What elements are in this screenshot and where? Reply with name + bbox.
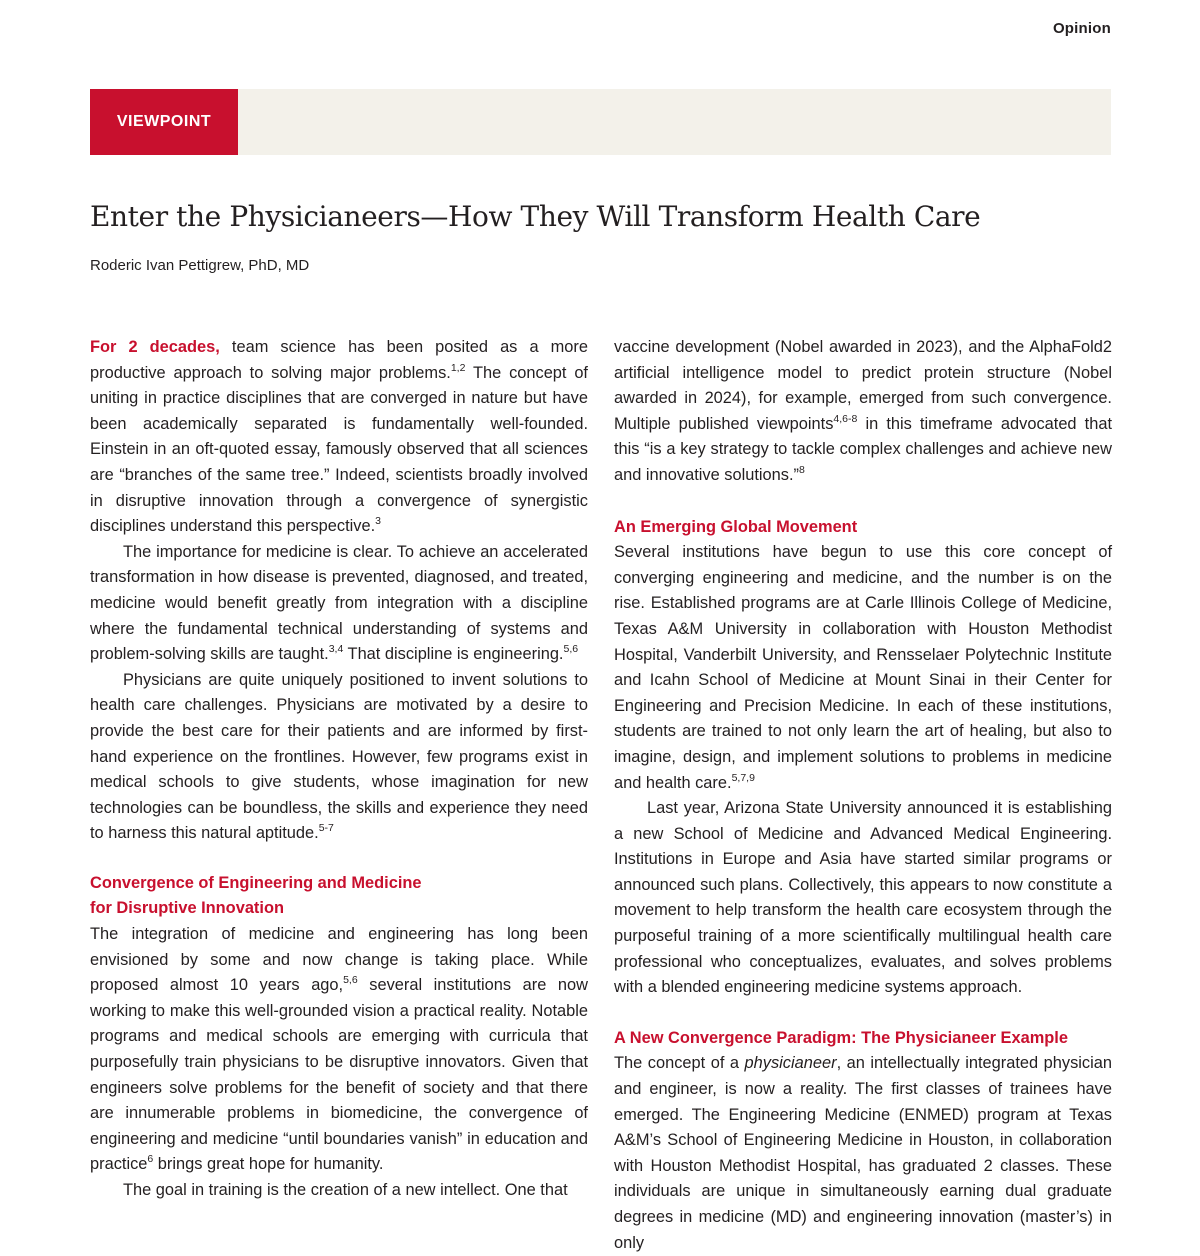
reference: 5,6	[343, 974, 358, 987]
paragraph: Several institutions have begun to use this core concept of converging engineering and medicine, and the number is on the rise. Established programs are at Carle Illinois College of Medicine, Texas A&M University in collaboration with Houston Methodist Hospital, Vanderbilt University, and Rensselaer Polytechnic Institute and Icahn School of Medicine at Mount Sinai in their Center for Engineering and Precision Medicine. In each of these institutions, students are trained to not only learn the art of healing, but also to imagine, design, and implement solutions to problems in medicine and health care.$^{5,7,9}$	[614, 543, 1112, 792]
section-label: Opinion	[1052, 20, 1111, 37]
left-column	[90, 335, 588, 1204]
reference: 5,7,9	[731, 771, 755, 784]
reference: 1,2	[450, 361, 466, 374]
section-heading: An Emerging Global Movement	[614, 517, 858, 536]
section-heading: A New Convergence Paradigm: The Physicianeer Example	[614, 1028, 1068, 1047]
paragraph: The integration of medicine and engineering has long been envisioned by some and now change is taking place. While proposed almost 10 years ago,$^{5,6}$ several institutions are now working to make this well-grounded vision a practical reality. Notable programs and medical schools are emerging with curricula that purposefully train physicians to be disruptive innovators. Given that engineers solve problems for the benefit of society and that there are innumerable problems in biomedicine, the convergence of engineering and medicine “until boundaries vanish” in education and practice$^6$ brings great hope for humanity.	[90, 925, 588, 1174]
article-title: Enter the Physicianeers—How They Will Transform Health Care	[90, 200, 981, 233]
reference: 3,4	[328, 643, 344, 656]
paragraph: vaccine development (Nobel awarded in 2023), and the AlphaFold2 artificial intelligence model to predict protein structure (Nobel awarded in 2024), for example, emerged from such convergence. Multiple published viewpoints$^{4,6-8}$ in this timeframe advocated that this “is a key strategy to tackle complex challenges and achieve new and innovative solutions.”$^8$	[614, 338, 1112, 484]
paragraph: The goal in training is the creation of a new intellect. One that	[123, 1181, 568, 1199]
author-byline: Roderic Ivan Pettigrew, PhD, MD	[90, 257, 310, 274]
paragraph: For 2 decades, team science has been posited as a more productive approach to solving major problems.$^{1,2}$ The concept of uniting in practice disciplines that are converged in nature but have been academically separated is fundamentally well-founded. Einstein in an oft-quoted essay, famously observed that all sciences are “branches of the same tree.” Indeed, scientists broadly involved in disruptive innovation through a convergence of synergistic disciplines understand this perspective.$^3$	[90, 338, 588, 536]
reference: 6	[147, 1153, 154, 1166]
lead-in: For 2 decades,	[90, 338, 220, 356]
reference: 5-7	[318, 822, 334, 835]
paragraph: Physicians are quite uniquely positioned to invent solutions to health care challenges. Physicians are motivated by a desire to provide the best care for their patients and are informed by first-hand experience on the frontlines. However, few programs exist in medical schools to give students, whose imagination for new technologies can be boundless, the skills and experience they need to harness this natural aptitude.$^{5-7}$	[90, 670, 588, 843]
paragraph: The importance for medicine is clear. To achieve an accelerated transformation in how disease is prevented, diagnosed, and treated, medicine would benefit greatly from integration with a discipline where the fundamental technical understanding of systems and problem-solving skills are taught.$^{3,4}$ That discipline is engineering.$^{5,6}$	[90, 542, 588, 664]
reference: 8	[798, 463, 805, 476]
article-type-banner	[90, 89, 1111, 155]
paragraph: The concept of a physicianeer, an intellectually integrated physician and engineer, is now a reality. The first classes of trainees have emerged. The Engineering Medicine (ENMED) program at Texas A&M’s School of Engineering Medicine in Houston, in collaboration with Houston Methodist Hospital, has graduated 2 classes. These individuals are unique in simultaneously earning dual graduate degrees in medicine (MD) and engineering innovation (master’s) in only	[614, 1054, 1112, 1252]
section-heading: Convergence of Engineering and Medicine for Disruptive Innovation	[90, 873, 422, 918]
paragraph: Last year, Arizona State University announced it is establishing a new School of Medicine and Advanced Medical Engineering. Institutions in Europe and Asia have started similar programs or announced such plans. Collectively, this appears to now constitute a movement to help transform the health care ecosystem through the purposeful training of a more scientifically multilingual health care professional who conceptualizes, evaluates, and solves problems with a blended engineering medicine systems approach.	[614, 799, 1112, 997]
emphasis: physicianeer	[744, 1054, 837, 1073]
reference: 5,6	[563, 643, 579, 656]
reference: 3	[375, 515, 382, 528]
right-column	[614, 335, 1112, 1256]
viewpoint-tag: VIEWPOINT	[90, 89, 238, 155]
reference: 4,6-8	[833, 412, 858, 425]
